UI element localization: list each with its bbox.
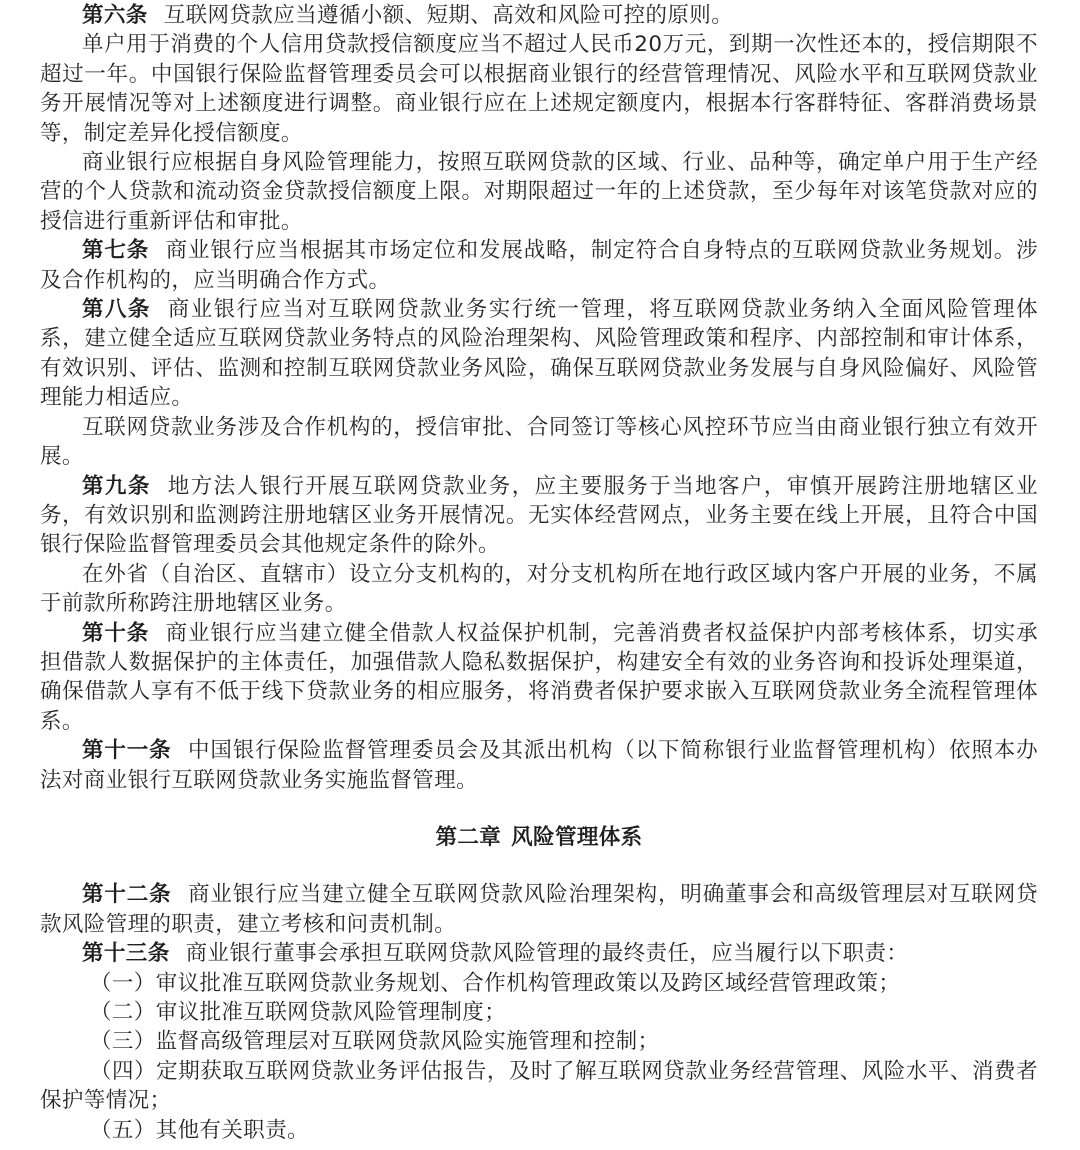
list-item: （五）其他有关职责。 xyxy=(90,1117,310,1143)
chapter-title: 风险管理体系 xyxy=(511,824,643,850)
article-11 xyxy=(40,736,1038,795)
article-text: 互联网贷款应当遵循小额、短期、高效和风险可控的原则。 xyxy=(163,3,734,28)
list-item: （二）审议批准互联网贷款风险管理制度； xyxy=(90,1000,507,1025)
article-number: 第八条 xyxy=(82,297,151,323)
article-6 xyxy=(40,1,1038,30)
article-8 xyxy=(40,295,1038,413)
article-number: 第六条 xyxy=(82,3,148,28)
chapter-heading xyxy=(40,795,1038,880)
article-text: 商业银行应当对互联网贷款业务实行统一管理，将互联网贷款业务纳入全面风险管理体系，建立健全适应互联网贷款业务特点的风险治理架构、风险管理政策和程序、内部控制和审计体系，有效识别、评估、监测和控制互联网贷款业务风险，确保互联网贷款业务发展与自身风险偏好、风险管理能力相适应。 xyxy=(40,297,1038,411)
article-number: 第十条 xyxy=(82,620,150,646)
article-number: 第七条 xyxy=(82,238,150,264)
article-number: 第九条 xyxy=(82,473,151,499)
article-number: 第十三条 xyxy=(82,941,170,967)
article-9 xyxy=(40,472,1038,560)
article-12 xyxy=(40,880,1038,939)
article-10 xyxy=(40,619,1038,737)
article-text: 商业银行应当根据其市场定位和发展战略，制定符合自身特点的互联网贷款业务规划。涉及合作机构的，应当明确合作方式。 xyxy=(40,238,1039,293)
article-text: 地方法人银行开展互联网贷款业务，应主要服务于当地客户，审慎开展跨注册地辖区业务，有效识别和监测跨注册地辖区业务开展情况。无实体经营网点，业务主要在线上开展，且符合中国银行保险监督管理委员会其他规定条件的除外。 xyxy=(40,473,1038,558)
article-13 xyxy=(40,939,1038,968)
article-9-paragraph-2: 在外省（自治区、直辖市）设立分支机构的，对分支机构所在地行政区域内客户开展的业务，不属于前款所称跨注册地辖区业务。 xyxy=(40,561,1038,617)
article-6-paragraph-3: 商业银行应根据自身风险管理能力，按照互联网贷款的区域、行业、品种等，确定单户用于生产经营的个人贷款和流动资金贷款授信额度上限。对期限超过一年的上述贷款，至少每年对该笔贷款对应的授信进行重新评估和审批。 xyxy=(40,150,1038,234)
list-item: （四）定期获取互联网贷款业务评估报告，及时了解互联网贷款业务经营管理、风险水平、消费者保护等情况； xyxy=(40,1058,1038,1114)
article-text: 商业银行董事会承担互联网贷款风险管理的最终责任，应当履行以下职责： xyxy=(185,941,909,967)
list-item: （一）审议批准互联网贷款业务规划、合作机构管理政策以及跨区域经营管理政策； xyxy=(90,970,901,996)
article-8-paragraph-2: 互联网贷款业务涉及合作机构的，授信审批、合同签订等核心风控环节应当由商业银行独立有效开展。 xyxy=(40,414,1038,470)
article-text: 商业银行应当建立健全互联网贷款风险治理架构，明确董事会和高级管理层对互联网贷款风险管理的职责，建立考核和问责机制。 xyxy=(40,882,1038,937)
regulation-document xyxy=(40,1,1038,1145)
chapter-number: 第二章 xyxy=(435,824,502,850)
article-text: 商业银行应当建立健全借款人权益保护机制，完善消费者权益保护内部考核体系，切实承担借款人数据保护的主体责任，加强借款人隐私数据保护，构建安全有效的业务咨询和投诉处理渠道，确保借款人享有不低于线下贷款业务的相应服务，将消费者保护要求嵌入互联网贷款业务全流程管理体系。 xyxy=(40,620,1039,734)
article-number: 第十二条 xyxy=(82,882,172,908)
article-number: 第十一条 xyxy=(82,738,172,764)
list-item: （三）监督高级管理层对互联网贷款风险实施管理和控制； xyxy=(90,1029,660,1055)
article-6-paragraph-2: 单户用于消费的个人信用贷款授信额度应当不超过人民币20万元，到期一次性还本的，授信期限不超过一年。中国银行保险监督管理委员会可以根据商业银行的经营管理情况、风险水平和互联网贷款业务开展情况等对上述额度进行调整。商业银行应在上述规定额度内，根据本行客群特征、客群消费场景等，制定差异化授信额度。 xyxy=(40,32,1038,146)
article-text: 中国银行保险监督管理委员会及其派出机构（以下简称银行业监督管理机构）依照本办法对商业银行互联网贷款业务实施监督管理。 xyxy=(40,738,1038,793)
article-7 xyxy=(40,236,1038,295)
